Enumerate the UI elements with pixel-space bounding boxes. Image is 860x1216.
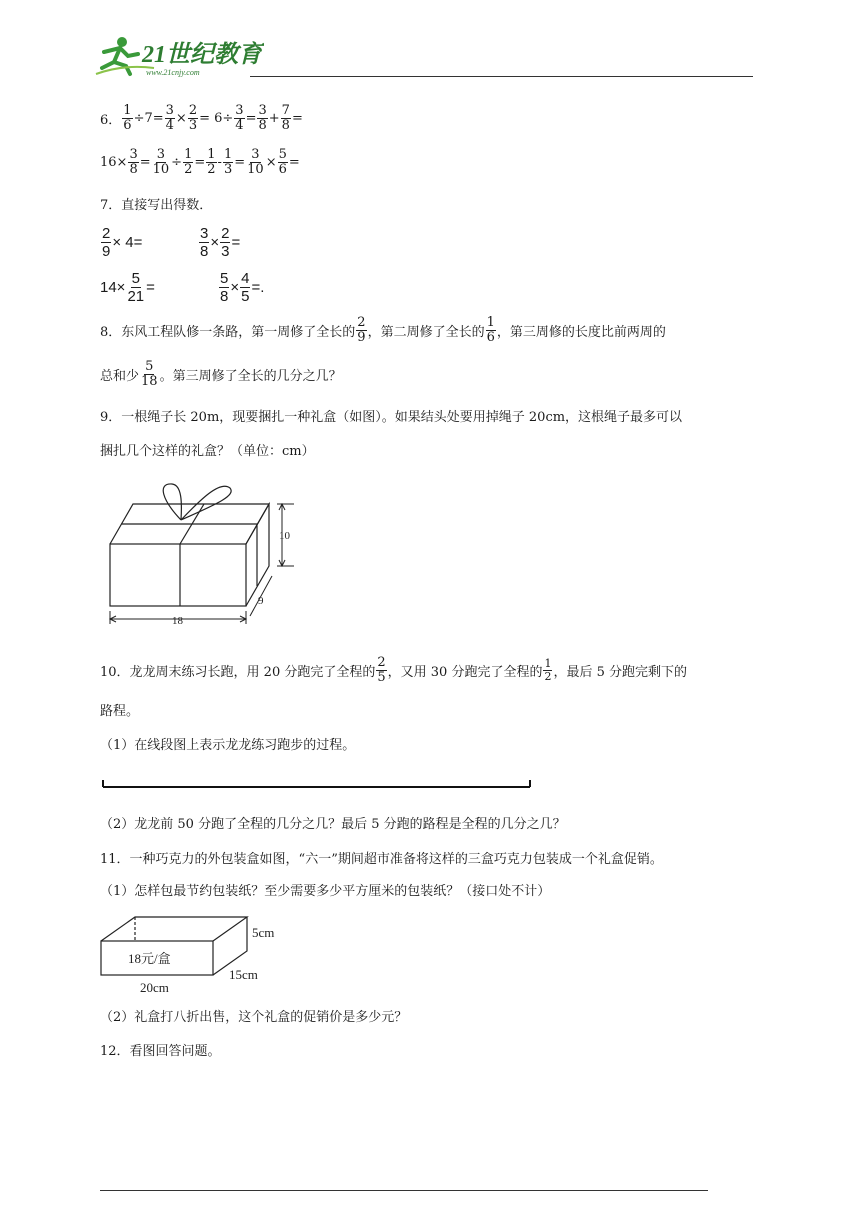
fraction: $\frac{1}{3}$ <box>223 147 233 177</box>
q9-line1: 9．一根绳子长 20m，现要捆扎一种礼盒（如图）。如果结头处要用掉绳子 20cm，这根绳子最多可以 <box>100 410 683 425</box>
dim-height: 5cm <box>252 925 275 940</box>
fraction: $\frac{5}{6}$ <box>278 147 287 177</box>
fraction: $\frac{7}{8}$ <box>281 103 290 133</box>
bow-left <box>163 484 181 520</box>
gift-box-figure <box>102 478 302 630</box>
dim-width: 9 <box>258 595 264 607</box>
q7-item-b: $\frac{3}{8}$ × $\frac{2}{3}$ = <box>200 225 241 260</box>
q10-line2: 路程。 <box>100 704 140 719</box>
fraction: $\frac{3}{8}$ <box>258 103 267 133</box>
q6-row2: 16× $\frac{3}{8}$ = $\frac{3}{10}$ ÷ $\frac{1}{2}$ = $\frac{1}{2}$ - $\frac{1}{3}$ = $\frac{3}{10}$ × $\frac{5}{6}$ = <box>100 147 300 177</box>
q7-item-a: $\frac{2}{9}$ × 4= <box>102 225 143 260</box>
q11-part1: （1）怎样包最节约包装纸？至少需要多少平方厘米的包装纸？（接口处不计） <box>100 884 551 899</box>
q9-line2: 捆扎几个这样的礼盒？（单位：cm） <box>100 444 315 459</box>
dim-height: 10 <box>279 530 290 542</box>
dim-width: 15cm <box>229 967 258 982</box>
q11-line1: 11．一种巧克力的外包装盒如图，“六一”期间超市准备将这样的三盒巧克力包装成一个礼盒促销。 <box>100 852 663 867</box>
bow-right <box>181 486 231 520</box>
logo-url: www.21cnjy.com <box>146 68 200 77</box>
q10-part2: （2）龙龙前 50 分跑了全程的几分之几？最后 5 分跑的路程是全程的几分之几？ <box>100 817 566 832</box>
header-rule <box>250 76 753 77</box>
q6-number: 6． <box>100 113 122 128</box>
fraction: $\frac{3}{10}$ <box>247 147 264 177</box>
fraction: $\frac{3}{8}$ <box>129 147 138 177</box>
segment-diagram <box>102 778 534 792</box>
price-label: 18元/盒 <box>128 951 171 966</box>
q7-item-d: $\frac{5}{8}$ × $\frac{4}{5}$ =. <box>220 270 265 305</box>
fraction: $\frac{3}{10}$ <box>152 147 170 177</box>
q10-part1: （1）在线段图上表示龙龙练习跑步的过程。 <box>100 738 356 753</box>
dim-length: 18 <box>172 615 183 627</box>
q7-item-c: 14× $\frac{5}{21}$ = <box>100 270 155 305</box>
fraction: $\frac{1}{2}$ <box>207 147 216 177</box>
footer-rule <box>100 1190 708 1191</box>
q8-line2: 总和少 $\frac{5}{18}$ 。第三周修了全长的几分之几？ <box>100 359 342 389</box>
logo-text: 21世纪教育 <box>142 42 262 68</box>
q11-part2: （2）礼盒打八折出售，这个礼盒的促销价是多少元？ <box>100 1010 408 1025</box>
logo <box>94 34 264 78</box>
fraction: $\frac{1}{6}$ <box>123 103 132 133</box>
chocolate-box-figure <box>98 912 288 996</box>
fraction: $\frac{2}{3}$ <box>188 103 198 133</box>
fraction: $\frac{3}{4}$ <box>165 103 174 133</box>
dim-length: 20cm <box>140 980 169 995</box>
q6-row1: 6． $\frac{1}{6}$ ÷7= $\frac{3}{4}$ × $\frac{2}{3}$ = 6÷ $\frac{3}{4}$ = $\frac{3}{8}$ + $\frac{7}{8}$ = <box>100 103 303 133</box>
q10-line1: 10．龙龙周末练习长跑，用 20 分跑完了全程的 $\frac{2}{5}$ ，又用 30 分跑完了全程的 $\frac{1}{2}$ ，最后 5 分跑完剩下的 <box>100 655 687 685</box>
q12-line1: 12．看图回答问题。 <box>100 1044 221 1059</box>
fraction: $\frac{3}{4}$ <box>235 103 244 133</box>
fraction: $\frac{1}{2}$ <box>184 147 193 177</box>
q8-line1: 8．东风工程队修一条路，第一周修了全长的 $\frac{2}{9}$ ，第二周修了全长的 $\frac{1}{6}$ ，第三周修的长度比前两周的 <box>100 315 666 345</box>
q7-title: 7．直接写出得数． <box>100 198 213 213</box>
box-front <box>110 544 246 606</box>
